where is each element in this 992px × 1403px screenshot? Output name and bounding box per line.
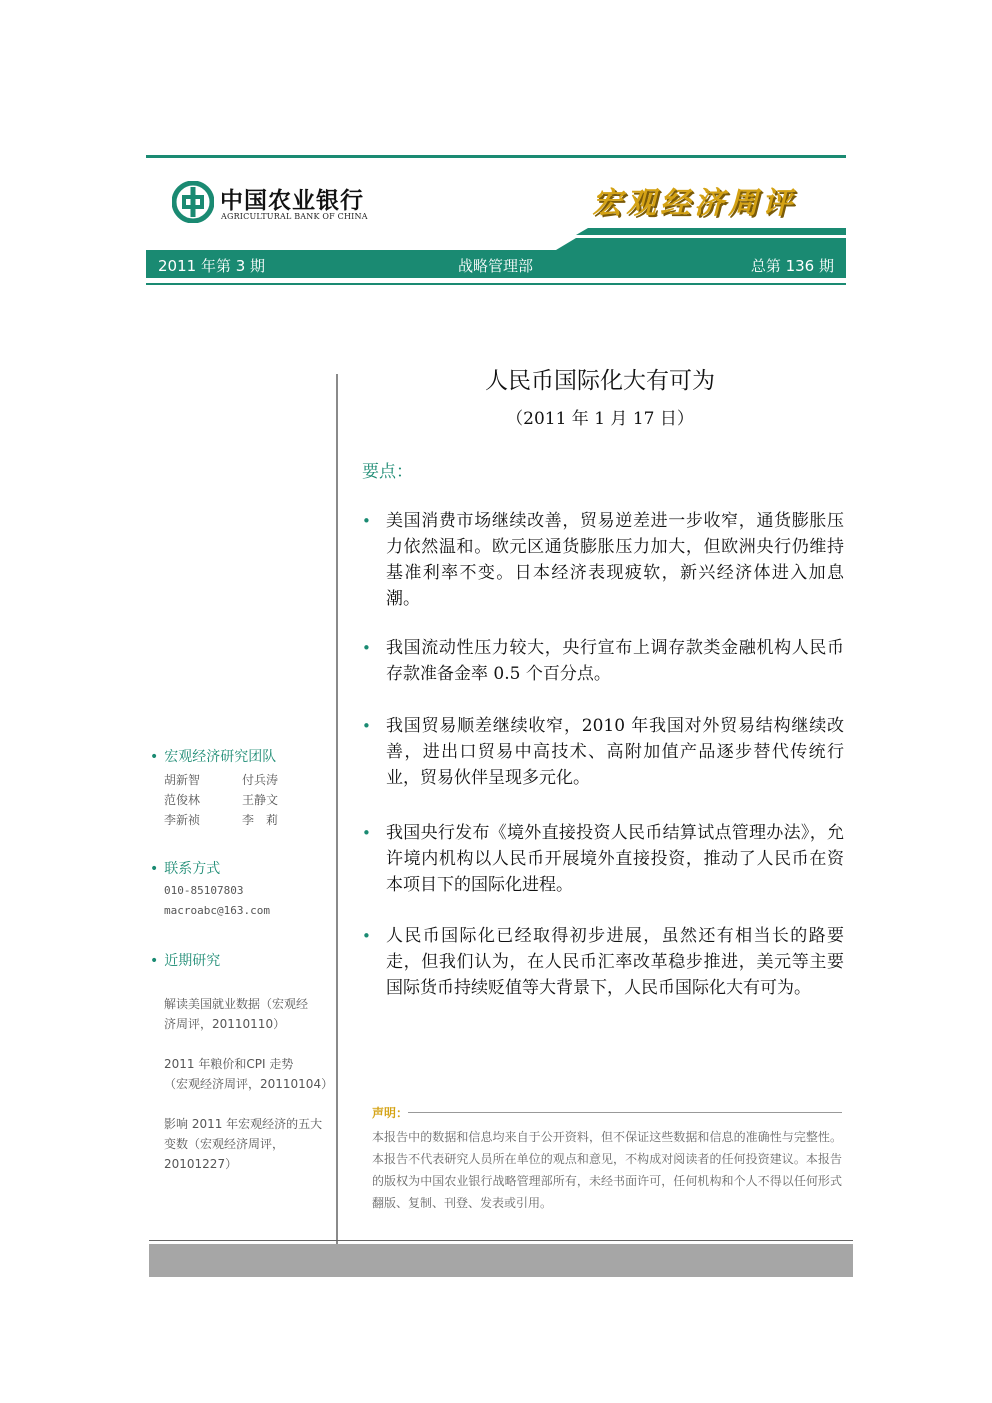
key-point: • 我国央行发布《境外直接投资人民币结算试点管理办法》，允许境内机构以人民币开展境外直接投资，推动了人民币在资本项目下的国际化进程。 bbox=[362, 820, 844, 898]
bank-name-en: AGRICULTURAL BANK OF CHINA bbox=[221, 212, 368, 221]
team-member-row: 胡新智 付兵涛 bbox=[164, 773, 279, 787]
contact-heading: • 联系方式 bbox=[150, 861, 221, 877]
bullet-icon: • bbox=[150, 861, 159, 877]
team-heading: • 宏观经济研究团队 bbox=[150, 749, 277, 765]
key-point: • 我国贸易顺差继续收窄，2010 年我国对外贸易结构继续改善，进出口贸易中高技术、高附加值产品逐步替代传统行业，贸易伙伴呈现多元化。 bbox=[362, 713, 844, 791]
recent-research-item: 解读美国就业数据（宏观经 济周评，20110110） bbox=[164, 997, 309, 1031]
recent-research-heading: • 近期研究 bbox=[150, 953, 221, 969]
bullet-icon: • bbox=[150, 749, 159, 765]
header-top-rule bbox=[146, 155, 846, 158]
recent-research-item: 2011 年粮价和CPI 走势 （宏观经济周评，20110104） bbox=[164, 1057, 334, 1091]
bank-logo bbox=[172, 180, 392, 228]
recent-research-item: 影响 2011 年宏观经济的五大 变数（宏观经济周评， 20101227） bbox=[164, 1117, 323, 1171]
header-stripe-graphic bbox=[146, 228, 846, 252]
contact-phone: 010-85107803 bbox=[164, 884, 244, 897]
column-divider bbox=[336, 374, 338, 1244]
department: 战略管理部 bbox=[458, 257, 534, 275]
report-title: 人民币国际化大有可为 bbox=[485, 368, 715, 394]
footer-bar bbox=[149, 1244, 853, 1277]
report-date: （2011 年 1 月 17 日） bbox=[506, 409, 694, 429]
disclaimer-text: 本报告中的数据和信息均来自于公开资料，但不保证这些数据和信息的准确性与完整性。本报告不代表研究人员所在单位的观点和意见，不构成对阅读者的任何投资建议。本报告的版权为中国农业银行战略管理部所有，未经书面许可，任何机构和个人不得以任何形式翻版、复制、刊登、发表或引用。 bbox=[372, 1130, 842, 1210]
bullet-icon: • bbox=[362, 512, 371, 530]
disclaimer-rule bbox=[408, 1112, 842, 1113]
issue-bar bbox=[146, 250, 846, 278]
key-point: • 人民币国际化已经取得初步进展，虽然还有相当长的路要走，但我们认为，在人民币汇率改革稳步推进，美元等主要国际货币持续贬值等大背景下，人民币国际化大有可为。 bbox=[362, 923, 844, 1001]
contact-email: macroabc@163.com bbox=[164, 904, 270, 917]
issue-number: 2011 年第 3 期 bbox=[158, 257, 266, 275]
header-bottom-rule bbox=[146, 283, 846, 285]
bullet-icon: • bbox=[362, 824, 371, 842]
bullet-icon: • bbox=[362, 717, 371, 735]
key-point: • 美国消费市场继续改善，贸易逆差进一步收窄，通货膨胀压力依然温和。欧元区通货膨胀压力加大，但欧洲央行仍维持基准利率不变。日本经济表现疲软，新兴经济体进入加息潮。 bbox=[362, 508, 844, 612]
bullet-icon: • bbox=[150, 953, 159, 969]
disclaimer-label: 声明： bbox=[372, 1106, 409, 1120]
bank-name-cn: 中国农业银行 bbox=[220, 188, 364, 214]
key-point: • 我国流动性压力较大，央行宣布上调存款类金融机构人民币存款准备金率 0.5 个百分点。 bbox=[362, 635, 844, 687]
footer-rule bbox=[149, 1240, 853, 1241]
bullet-icon: • bbox=[362, 639, 371, 657]
team-member-row: 李新祯 李 莉 bbox=[164, 813, 279, 827]
total-issue: 总第 136 期 bbox=[750, 257, 834, 275]
bullet-icon: • bbox=[362, 927, 371, 945]
abc-logo-icon bbox=[172, 181, 214, 223]
team-member-row: 范俊林 王静文 bbox=[164, 793, 279, 807]
key-points-heading: 要点： bbox=[362, 462, 413, 482]
publication-title: 宏观经济周评 bbox=[592, 186, 796, 221]
